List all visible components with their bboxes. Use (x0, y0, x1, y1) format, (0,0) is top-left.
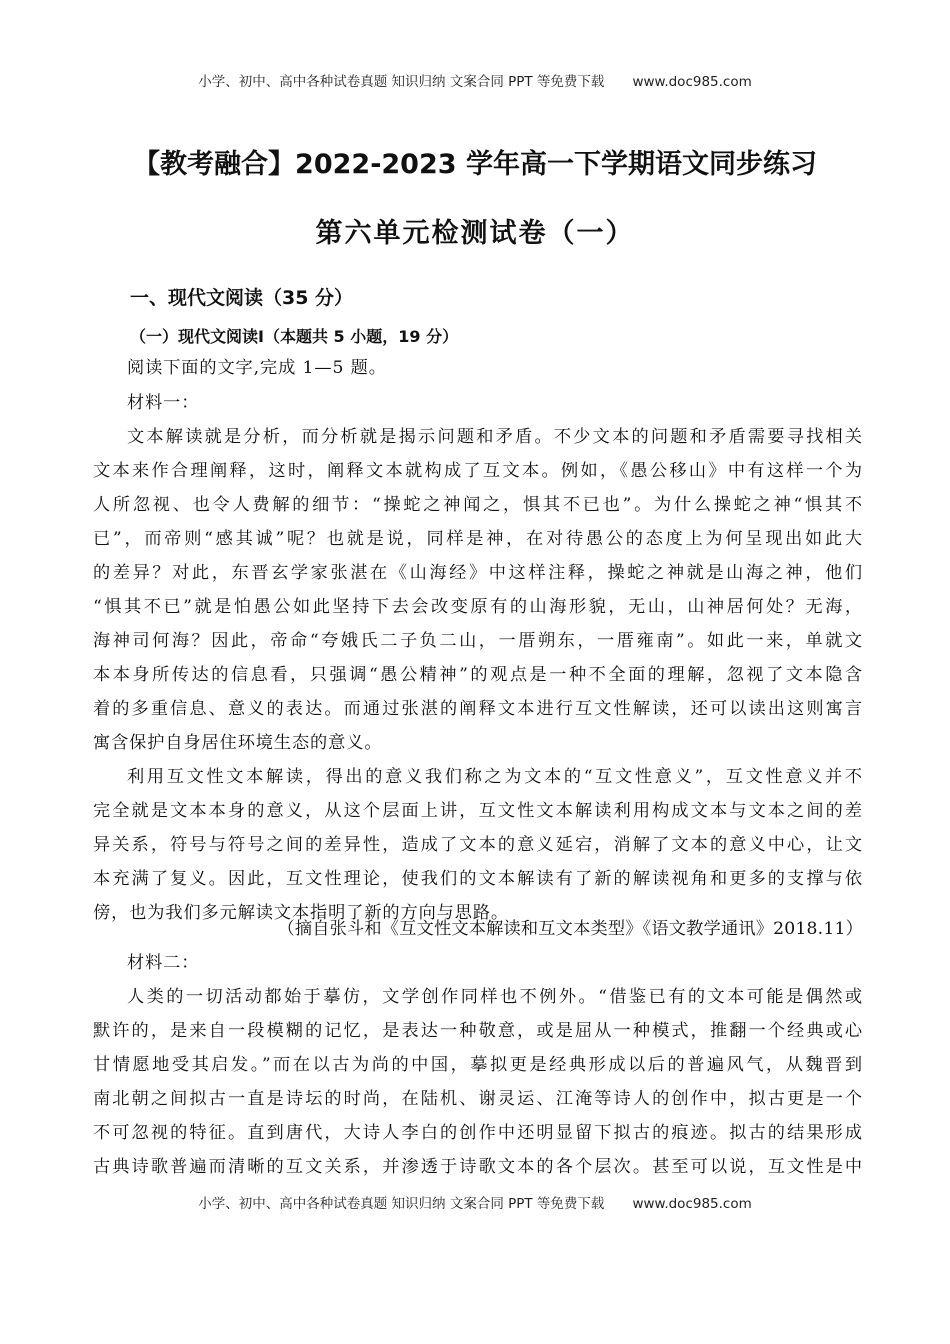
section-heading: 一、现代文阅读（35 分） (130, 287, 354, 309)
document-title: 【教考融合】2022-2023 学年高一下学期语文同步练习 (133, 149, 817, 180)
material1-p2-line: 完全就是文本本身的意义，从这个层面上讲，互文性文本解读利用构成文本与文本之间的差 (93, 801, 863, 821)
page-header (0, 70, 950, 90)
header-url-link[interactable]: www.doc985.com (632, 74, 752, 90)
material2-p1-line: 默许的，是来自一段模糊的记忆，是表达一种敬意，或是屈从一种模式，推翻一个经典或心 (93, 1021, 863, 1041)
footer-url-link[interactable]: www.doc985.com (632, 1196, 752, 1212)
material1-p1-line: 寓含保护自身居住环境生态的意义。 (93, 733, 383, 753)
material1-p2-line: 利用互文性文本解读，得出的意义我们称之为文本的“互文性意义”，互文性意义并不 (127, 767, 863, 787)
material1-p1-line: 的差异？对此，东晋玄学家张湛在《山海经》中这样注释，操蛇之神就是山海之神，他们 (93, 563, 863, 583)
material2-p1-line: 古典诗歌普遍而清晰的互文关系，并渗透于诗歌文本的各个层次。甚至可以说，互文性是中 (93, 1157, 863, 1177)
subsection-heading: （一）现代文阅读Ⅰ（本题共 5 小题，19 分） (130, 327, 459, 346)
material1-label: 材料一： (127, 393, 200, 413)
footer-promo-text: 小学、初中、高中各种试卷真题 知识归纳 文案合同 PPT 等免费下载 (198, 1196, 605, 1212)
material1-p1-line: 海神司何海？因此，帝命“夸娥氏二子负二山，一厝朔东，一厝雍南”。如此一来，单就文 (93, 631, 863, 651)
material1-source-citation: （摘自张斗和《互文性文本解读和互文本类型》《语文教学通讯》2018.11） (277, 919, 863, 939)
material1-p2-line: 傍，也为我们多元解读文本指明了新的方向与思路。 (93, 903, 510, 923)
material1-p2-line: 本充满了复义。因此，互文性理论，使我们的文本解读有了新的解读视角和更多的支撑与依 (93, 869, 863, 889)
document-subtitle: 第六单元检测试卷（一） (315, 218, 635, 249)
material1-p1-line: 本本身所传达的信息看，只强调“愚公精神”的观点是一种不全面的理解，忽视了文本隐含 (93, 665, 863, 685)
material2-p1-line: 人类的一切活动都始于摹仿，文学创作同样也不例外。“借鉴已有的文本可能是偶然或 (127, 987, 863, 1007)
reading-instruction: 阅读下面的文字,完成 1—5 题。 (127, 358, 387, 378)
page-footer (0, 1192, 950, 1212)
material2-p1-line: 南北朝之间拟古一直是诗坛的时尚，在陆机、谢灵运、江淹等诗人的创作中，拟古更是一个 (93, 1089, 863, 1109)
header-promo-text: 小学、初中、高中各种试卷真题 知识归纳 文案合同 PPT 等免费下载 (198, 74, 605, 90)
material1-p1-line: 着的多重信息、意义的表达。而通过张湛的阐释文本进行互文性解读，还可以读出这则寓言 (93, 699, 863, 719)
material1-p1-line: “惧其不已”就是怕愚公如此坚持下去会改变原有的山海形貌，无山，山神居何处？无海， (93, 597, 863, 617)
material1-p1-line: 文本解读就是分析，而分析就是揭示问题和矛盾。不少文本的问题和矛盾需要寻找相关 (127, 427, 863, 447)
material1-p1-line: 人所忽视、也令人费解的细节：“操蛇之神闻之，惧其不已也”。为什么操蛇之神“惧其不 (93, 495, 863, 515)
material1-p1-line: 文本来作合理阐释，这时，阐释文本就构成了互文本。例如，《愚公移山》中有这样一个为 (93, 461, 863, 481)
material2-p1-line: 甘情愿地受其启发。”而在以古为尚的中国，摹拟更是经典形成以后的普遍风气，从魏晋到 (93, 1055, 863, 1075)
material1-p2-line: 异关系，符号与符号之间的差异性，造成了文本的意义延宕，消解了文本的意义中心，让文 (93, 835, 863, 855)
material1-p1-line: 已”，而帝则“感其诚”呢？也就是说，同样是神，在对待愚公的态度上为何呈现出如此大 (93, 529, 863, 549)
material2-p1-line: 不可忽视的特征。直到唐代，大诗人李白的创作中还明显留下拟古的痕迹。拟古的结果形成 (93, 1123, 863, 1143)
material2-label: 材料二： (127, 953, 200, 973)
